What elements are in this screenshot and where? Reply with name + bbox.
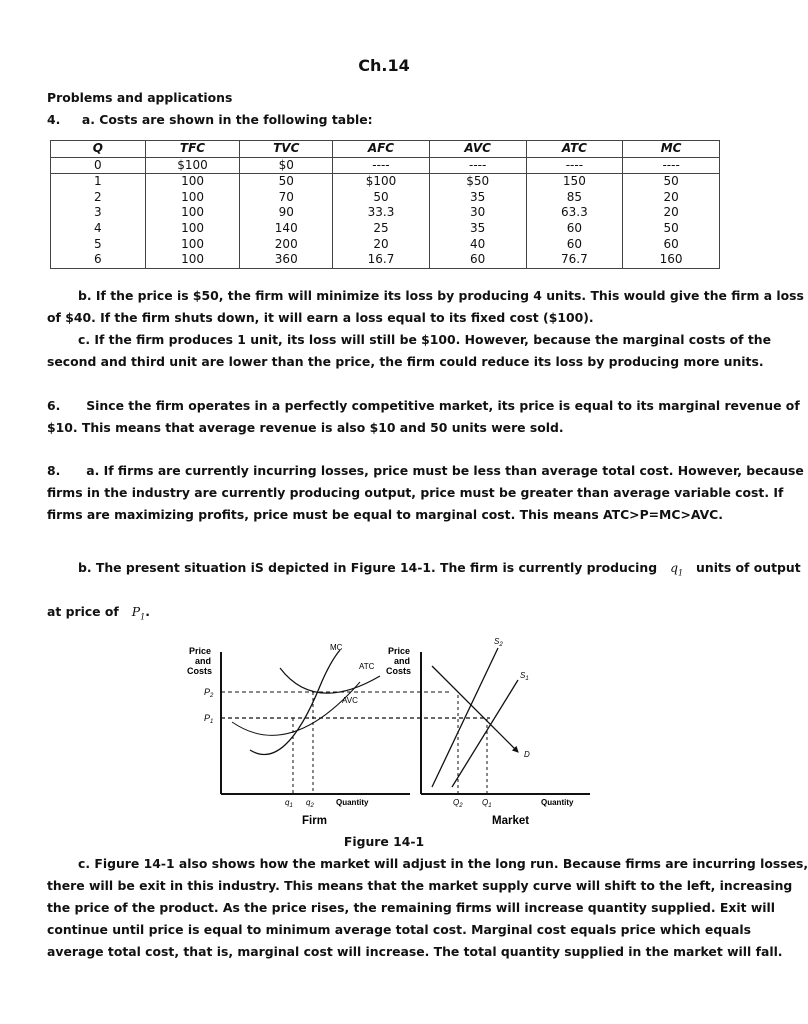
q4-c-line2: second and third unit are lower than the price, the firm could reduce its loss by producing more units. xyxy=(47,354,764,369)
table-cell: 3 xyxy=(51,205,146,221)
q6-number: 6. xyxy=(47,398,61,413)
atc-curve xyxy=(280,668,380,693)
page-title: Ch.14 xyxy=(358,56,410,75)
market-panel-label: Market xyxy=(492,815,530,827)
table-cell: 25 xyxy=(333,221,430,237)
table-cell: 60 xyxy=(429,252,526,268)
table-row xyxy=(51,190,720,206)
p1-symbol-letter: P xyxy=(131,604,141,619)
firm-panel xyxy=(187,643,490,827)
q4-number: 4. xyxy=(47,112,61,127)
q4-a-line xyxy=(47,112,721,127)
market-q1-label: $Q_1$ xyxy=(482,798,492,809)
atc-label: ATC xyxy=(359,662,375,671)
cost-table-header-row xyxy=(51,141,720,158)
q8-c-line5: average total cost, that is, marginal cost will increase. The total quantity supplied in the market will fall. xyxy=(47,944,783,959)
table-cell: 35 xyxy=(429,221,526,237)
col-header-atc: ATC xyxy=(526,141,623,158)
table-cell: 100 xyxy=(145,221,240,237)
table-cell: 100 xyxy=(145,174,240,190)
firm-y-label-1: Price xyxy=(189,646,212,656)
q1-symbol-sub: 1 xyxy=(678,568,684,578)
firm-y-label-3: Costs xyxy=(187,666,213,676)
market-y-label-2: and xyxy=(394,656,411,666)
table-cell: 100 xyxy=(145,205,240,221)
table-cell: 200 xyxy=(240,237,333,253)
table-cell: 35 xyxy=(429,190,526,206)
table-cell: 40 xyxy=(429,237,526,253)
table-cell: ---- xyxy=(526,157,623,174)
q8-c-line3: the price of the product. As the price rises, the remaining firms will increase quantity supplied. Exit will xyxy=(47,900,776,915)
q4-a-text: a. Costs are shown in the following table: xyxy=(81,112,373,127)
figure-caption: Figure 14-1 xyxy=(343,834,425,849)
table-row xyxy=(51,252,720,268)
col-header-afc: AFC xyxy=(333,141,430,158)
cost-table xyxy=(50,140,720,269)
table-cell: 50 xyxy=(240,174,333,190)
demand-label: D xyxy=(524,750,530,759)
table-cell: $0 xyxy=(240,157,333,174)
table-cell: $100 xyxy=(333,174,430,190)
q8-b-line2 xyxy=(47,604,721,621)
demand-curve xyxy=(432,666,518,752)
p1-symbol xyxy=(131,604,146,622)
market-y-label-1: Price xyxy=(388,646,411,656)
table-cell: 4 xyxy=(51,221,146,237)
market-panel xyxy=(386,637,590,827)
firm-y-label-2: and xyxy=(195,656,212,666)
table-cell: ---- xyxy=(623,157,720,174)
q4-b-line1: b. If the price is $50, the firm will minimize its loss by producing 4 units. This would give the firm a loss xyxy=(78,288,804,303)
q8-b-text2: units of output xyxy=(696,560,801,575)
table-cell: 360 xyxy=(240,252,333,268)
table-cell: $100 xyxy=(145,157,240,174)
section-heading: Problems and applications xyxy=(47,90,233,105)
q8-number: 8. xyxy=(47,463,61,478)
table-cell: 60 xyxy=(623,237,720,253)
table-cell: 20 xyxy=(623,205,720,221)
table-cell: 50 xyxy=(623,221,720,237)
table-cell: 33.3 xyxy=(333,205,430,221)
table-cell: 76.7 xyxy=(526,252,623,268)
table-cell: 100 xyxy=(145,237,240,253)
table-cell: 85 xyxy=(526,190,623,206)
avc-curve xyxy=(232,682,360,735)
s1-label: $S_1$ xyxy=(520,671,529,682)
q4-c-line1: c. If the firm produces 1 unit, its loss will still be $100. However, because the marginal costs of the xyxy=(78,332,772,347)
table-cell: 16.7 xyxy=(333,252,430,268)
table-row xyxy=(51,157,720,174)
table-cell: 160 xyxy=(623,252,720,268)
table-cell: 30 xyxy=(429,205,526,221)
firm-x-label: Quantity xyxy=(336,798,369,807)
table-cell: 60 xyxy=(526,237,623,253)
avc-label: AVC xyxy=(342,696,358,705)
table-cell: 50 xyxy=(333,190,430,206)
table-cell: ---- xyxy=(333,157,430,174)
table-cell: ---- xyxy=(429,157,526,174)
market-q2-label: $Q_2$ xyxy=(453,798,463,809)
firm-q1-label: $q_1$ xyxy=(285,798,293,809)
table-cell: 2 xyxy=(51,190,146,206)
table-row xyxy=(51,174,720,190)
q6-line2: $10. This means that average revenue is also $10 and 50 units were sold. xyxy=(47,420,564,435)
table-cell: 100 xyxy=(145,252,240,268)
firm-p2-label: $P_2$ xyxy=(204,687,214,699)
figure-14-1 xyxy=(180,632,600,832)
table-cell: 0 xyxy=(51,157,146,174)
table-cell: 140 xyxy=(240,221,333,237)
market-y-label-3: Costs xyxy=(386,666,412,676)
mc-label: MC xyxy=(330,643,343,652)
table-cell: 90 xyxy=(240,205,333,221)
table-cell: 1 xyxy=(51,174,146,190)
table-cell: 70 xyxy=(240,190,333,206)
q1-symbol-letter: q xyxy=(670,560,678,575)
q8-a-text: a. If firms are currently incurring losses, price must be less than average total cost. However, because xyxy=(86,463,804,478)
q8-c-line1: c. Figure 14-1 also shows how the market will adjust in the long run. Because firms are incurring losses, xyxy=(78,856,808,871)
col-header-mc: MC xyxy=(623,141,720,158)
table-cell: $50 xyxy=(429,174,526,190)
table-row xyxy=(51,205,720,221)
mc-curve xyxy=(250,650,340,754)
table-cell: 20 xyxy=(623,190,720,206)
p1-symbol-sub: 1 xyxy=(140,612,146,622)
table-cell: 60 xyxy=(526,221,623,237)
table-cell: 5 xyxy=(51,237,146,253)
market-x-label: Quantity xyxy=(541,798,574,807)
q8-a-line3: firms are maximizing profits, price must be equal to marginal cost. This means ATC>P=MC>AVC. xyxy=(47,507,723,522)
q8-a-line1 xyxy=(47,463,804,478)
q1-symbol xyxy=(670,560,684,578)
table-row xyxy=(51,221,720,237)
q6-text: Since the firm operates in a perfectly competitive market, its price is equal to its marginal revenue of xyxy=(86,398,800,413)
col-header-avc: AVC xyxy=(429,141,526,158)
table-cell: 50 xyxy=(623,174,720,190)
col-header-tfc: TFC xyxy=(145,141,240,158)
table-cell: 100 xyxy=(145,190,240,206)
q8-c-line4: continue until price is equal to minimum average total cost. Marginal cost equals price which equals xyxy=(47,922,751,937)
firm-p1-label: $P_1$ xyxy=(204,713,214,725)
col-header-tvc: TVC xyxy=(240,141,333,158)
table-cell: 20 xyxy=(333,237,430,253)
firm-q2-label: $q_2$ xyxy=(306,798,314,809)
s2-label: $S_2$ xyxy=(494,637,503,648)
table-cell: 6 xyxy=(51,252,146,268)
table-cell: 63.3 xyxy=(526,205,623,221)
q8-b-text1: b. The present situation iS depicted in Figure 14-1. The firm is currently producing xyxy=(78,560,658,575)
firm-panel-label: Firm xyxy=(302,815,327,827)
table-row xyxy=(51,237,720,253)
col-header-q: Q xyxy=(51,141,146,158)
q6-line1 xyxy=(47,398,800,413)
table-cell: 150 xyxy=(526,174,623,190)
q8-a-line2: firms in the industry are currently producing output, price must be greater than average variable cost. If xyxy=(47,485,784,500)
q8-b-line1 xyxy=(78,560,801,578)
q8-b-text3: at price of xyxy=(47,604,119,619)
q8-c-line2: there will be exit in this industry. This means that the market supply curve will shift to the left, increasing xyxy=(47,878,793,893)
q8-b-period: . xyxy=(145,604,150,619)
q4-b-line2: of $40. If the firm shuts down, it will earn a loss equal to its fixed cost ($100). xyxy=(47,310,594,325)
